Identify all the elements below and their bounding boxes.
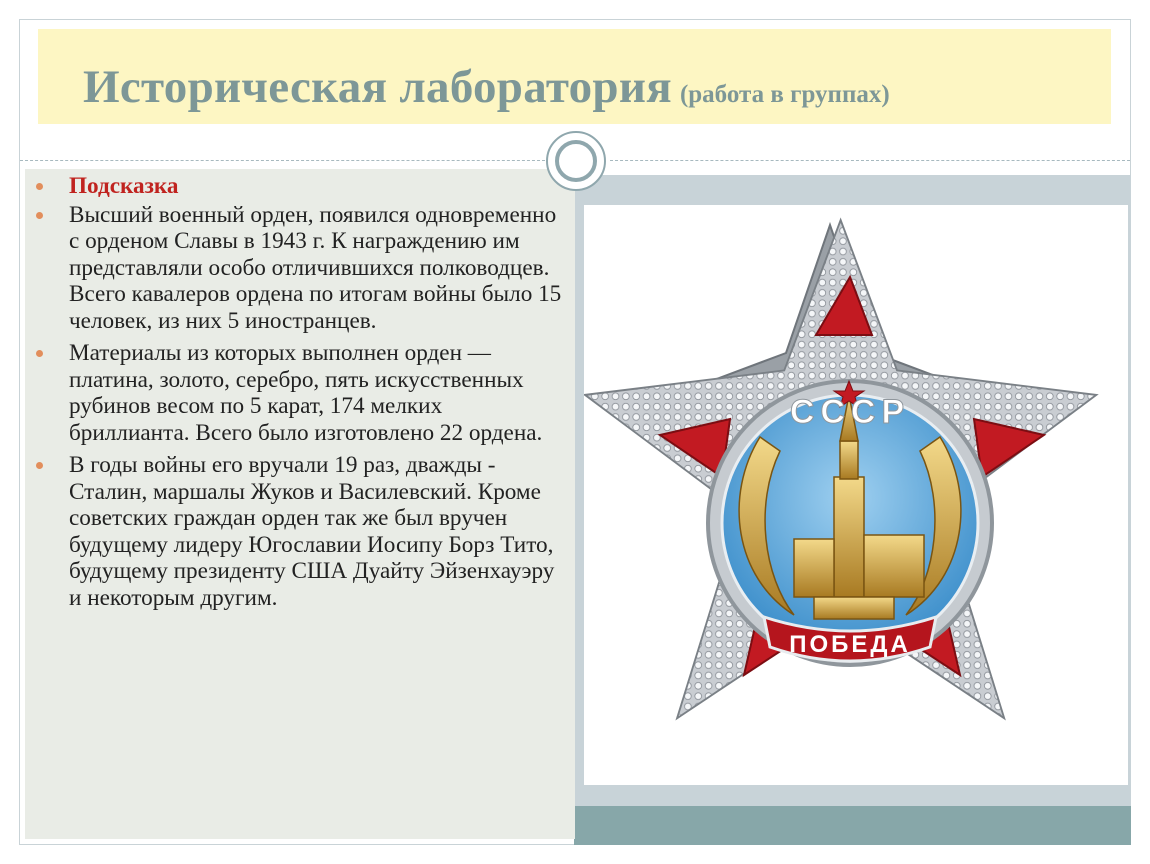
order-of-victory-image <box>584 205 1128 785</box>
medal-photo <box>584 205 1128 785</box>
bullet-hint: Подсказка <box>36 173 566 200</box>
slide-title <box>83 60 890 114</box>
medal-ribbon-text: ПОБЕДА <box>789 631 911 658</box>
title-subtitle: (работа в группах) <box>679 81 890 108</box>
divider-left <box>20 160 545 161</box>
bottom-accent-band <box>574 806 1131 845</box>
title-main: Историческая лаборатория <box>83 61 672 113</box>
bullet-list <box>36 173 566 617</box>
bullet-item: Материалы из которых выполнен орден — платина, золото, серебро, пять искусственных рубинов весом по 5 карат, 174 мелких бриллианта. Всего было изготовлено 22 ордена. <box>36 340 566 446</box>
bullet-item: В годы войны его вручали 19 раз, дважды - Сталин, маршалы Жуков и Василевский. Кроме советских граждан орден так же был вручен будущему лидеру Югославии Иосипу Борз Тито, будущему президенту США Дуайту Эйзенхауэру и некоторым другим. <box>36 452 566 611</box>
medal-cccp-text: СССР <box>789 393 911 431</box>
divider-right <box>610 160 1130 161</box>
bullet-item: Высший военный орден, появился одновременно с орденом Славы в 1943 г. К награждению им представляли особо отличившихся полководцев. Всего кавалеров ордена по итогам войны было 15 человек, из них 5 иностранцев. <box>36 202 566 335</box>
